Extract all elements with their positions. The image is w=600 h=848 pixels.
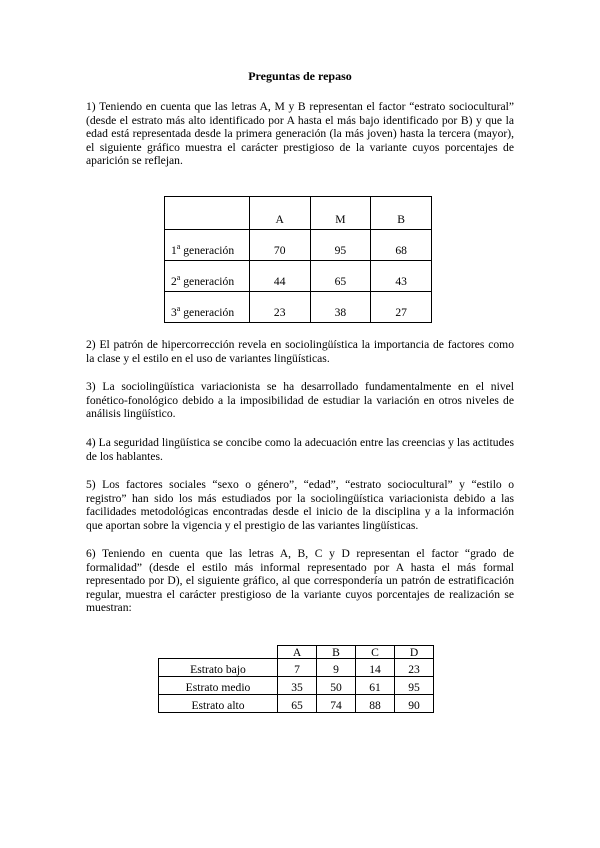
question-6: 6) Teniendo en cuenta que las letras A, B, C y D representan el factor “grado de formalidad” (desde el estilo más informal representado por A hasta el más formal representado por D), el siguiente gráfico, al que correspondería un patrón de estratificación regular, muestra el carácter prestigioso de la variante cuyos porcentajes de realización se muestran: — [86, 547, 514, 615]
stratum-table — [158, 645, 434, 713]
column-header: D — [395, 646, 434, 659]
question-1: 1) Teniendo en cuenta que las letras A, M y B representan el factor “estrato sociocultural” (desde el estrato más alto identificado por A hasta el más bajo identificado por B) y que la edad está representada desde la primera generación (la más joven) hasta la tercera (mayor), el siguiente gráfico muestra el carácter prestigioso de la variante cuyos porcentajes de aparición se reflejan. — [86, 100, 514, 168]
row-label: Estrato medio — [159, 677, 278, 695]
table-cell: 74 — [317, 695, 356, 713]
table-row — [165, 261, 432, 292]
table-row — [165, 230, 432, 261]
table-cell: 44 — [249, 261, 310, 292]
table-cell: 7 — [278, 659, 317, 677]
row-label: 2$^a$ generación — [165, 261, 250, 292]
table-row — [165, 292, 432, 323]
column-header: M — [310, 197, 371, 230]
table-cell: 88 — [356, 695, 395, 713]
generation-table — [164, 196, 432, 323]
column-header: B — [317, 646, 356, 659]
table-row — [159, 695, 434, 713]
table-cell: 27 — [371, 292, 432, 323]
table-cell: 90 — [395, 695, 434, 713]
table-cell: 65 — [278, 695, 317, 713]
question-3: 3) La sociolingüística variacionista se ha desarrollado fundamentalmente en el nivel fonético-fonológico debido a la imposibilidad de estudiar la variación en otros niveles de análisis lingüístico. — [86, 380, 514, 421]
table-cell: 70 — [249, 230, 310, 261]
table-cell: 50 — [317, 677, 356, 695]
row-label: 1$^a$ generación — [165, 230, 250, 261]
table-cell: 95 — [395, 677, 434, 695]
question-4: 4) La seguridad lingüística se concibe como la adecuación entre las creencias y las actitudes de los hablantes. — [86, 436, 514, 463]
column-header: B — [371, 197, 432, 230]
table-cell: 9 — [317, 659, 356, 677]
table-cell: 61 — [356, 677, 395, 695]
question-2: 2) El patrón de hipercorrección revela en sociolingüística la importancia de factores como la clase y el estilo en el uso de variantes lingüísticas. — [86, 338, 514, 365]
table-row — [159, 659, 434, 677]
table-cell: 23 — [395, 659, 434, 677]
table-cell: 43 — [371, 261, 432, 292]
row-label: 3$^a$ generación — [165, 292, 250, 323]
column-header: C — [356, 646, 395, 659]
table-cell: 65 — [310, 261, 371, 292]
question-5: 5) Los factores sociales “sexo o género”, “edad”, “estrato sociocultural” y “estilo o registro” han sido los más estudiados por la sociolingüística variacionista debido a las facilidades metodológicas encontradas desde el inicio de la disciplina y a la información que aportan sobre la vigencia y el prestigio de las variantes lingüísticas. — [86, 478, 514, 532]
table-header-row — [165, 197, 432, 230]
table-row — [159, 677, 434, 695]
table-cell: 35 — [278, 677, 317, 695]
row-label: Estrato alto — [159, 695, 278, 713]
column-header: A — [278, 646, 317, 659]
table-header-row — [159, 646, 434, 659]
table-cell: 23 — [249, 292, 310, 323]
table-cell: 14 — [356, 659, 395, 677]
row-label: Estrato bajo — [159, 659, 278, 677]
column-header: A — [249, 197, 310, 230]
page-title: Preguntas de repaso — [248, 69, 352, 83]
table-cell: 38 — [310, 292, 371, 323]
table-cell: 68 — [371, 230, 432, 261]
table-cell: 95 — [310, 230, 371, 261]
